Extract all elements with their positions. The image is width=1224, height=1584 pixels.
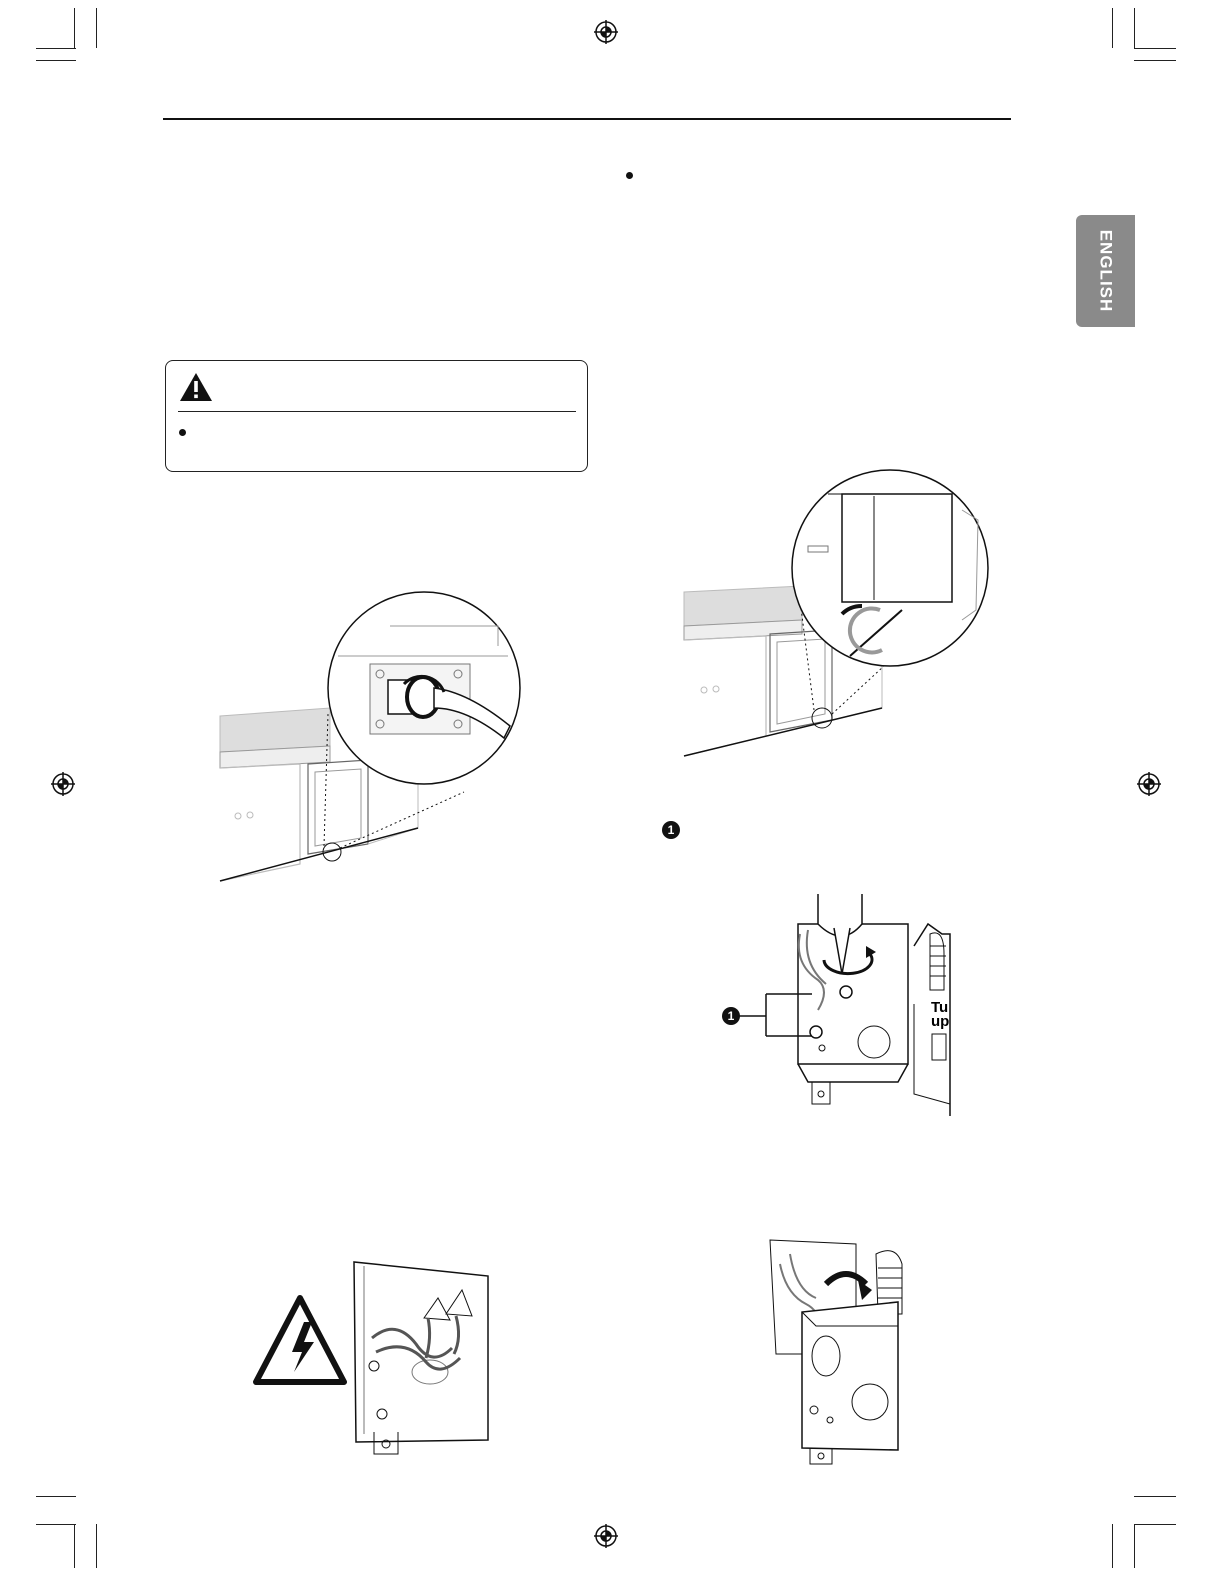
language-tab [1076,215,1135,327]
registration-mark-icon [1137,772,1161,796]
water-line-connection-illustration [218,596,532,886]
junction-box-cover-flip-illustration [766,1234,916,1466]
crop-mark [36,1496,76,1497]
figure-3-label-line: up [931,1013,950,1030]
junction-box-screw-removal-illustration [718,894,952,1116]
language-tab-label: ENGLISH [1096,229,1116,313]
crop-mark [1134,48,1176,49]
header-rule [163,118,1011,120]
warning-box [165,360,588,472]
figure-3-label-line: Tu [931,999,949,1016]
crop-mark [1134,60,1176,61]
bullet-point [179,429,186,436]
crop-mark [1112,8,1113,48]
registration-mark-icon [594,20,618,44]
crop-mark [74,8,75,48]
leveling-screw-adjustment-illustration [682,470,994,760]
crop-mark [1134,1524,1135,1568]
crop-mark [1134,1524,1176,1525]
crop-mark [1112,1524,1113,1568]
crop-mark [96,8,97,48]
figure-3-label [931,999,949,1030]
crop-mark [36,60,76,61]
warning-triangle-icon [178,371,214,403]
warning-divider [178,411,576,412]
crop-mark [1134,1496,1176,1497]
crop-mark [96,1524,97,1568]
crop-mark [1134,8,1135,48]
crop-mark [74,1524,75,1568]
crop-mark [36,48,76,49]
registration-mark-icon [51,772,75,796]
callout-number: 1 [722,1007,740,1025]
registration-mark-icon [594,1524,618,1548]
electrical-hazard-junction-box-illustration [256,1258,492,1458]
callout-number: 1 [662,821,680,839]
crop-mark [36,1524,76,1525]
bullet-point [626,172,633,179]
